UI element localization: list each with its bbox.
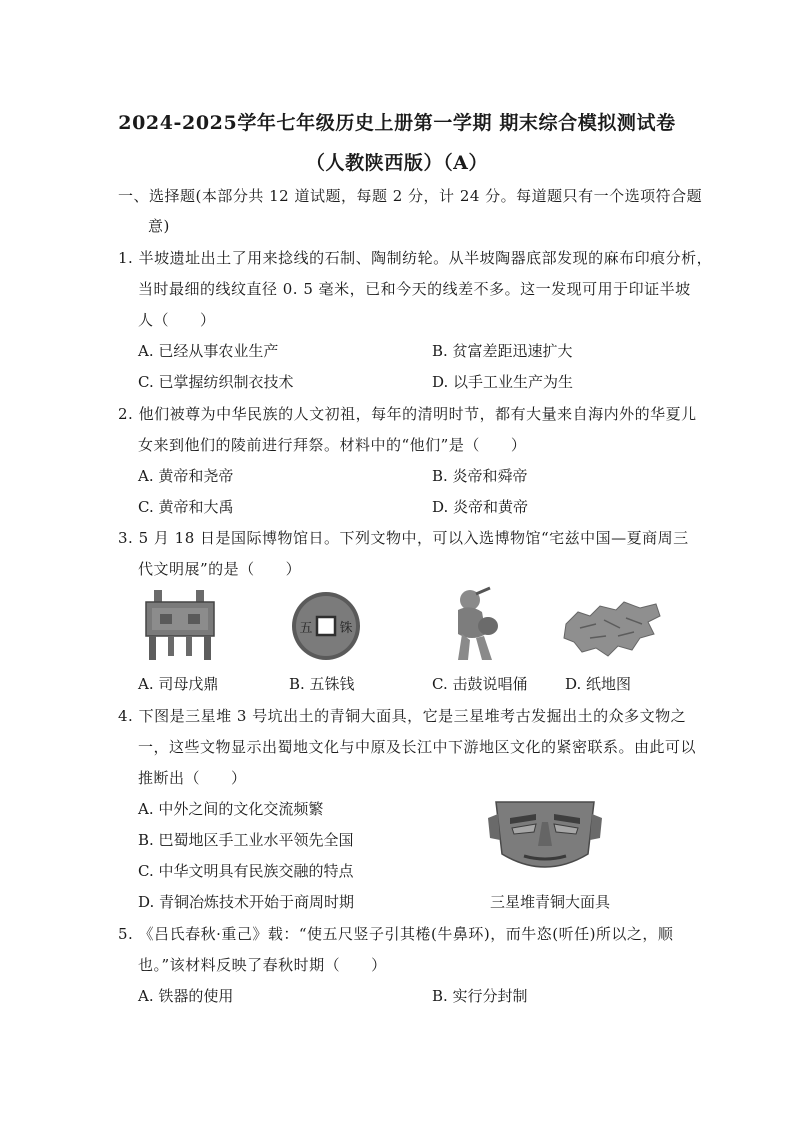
section-header-cont: 意): [148, 217, 170, 235]
q4-option-b[interactable]: B. 巴蜀地区手工业水平领先全国: [138, 831, 354, 849]
wuzhu-coin-image[interactable]: [290, 590, 362, 662]
q1-option-a[interactable]: A. 已经从事农业生产: [138, 342, 279, 360]
question-4-line-1: 4. 下图是三星堆 3 号坑出土的青铜大面具，它是三星堆考古发掘出土的众多文物之: [118, 707, 687, 725]
q2-option-a[interactable]: A. 黄帝和尧帝: [138, 467, 234, 485]
q4-option-d[interactable]: D. 青铜冶炼技术开始于商周时期: [138, 893, 355, 911]
question-4-line-3: 推断出（ ）: [138, 769, 247, 787]
q2-option-d[interactable]: D. 炎帝和黄帝: [432, 498, 529, 516]
question-3-line-2: 代文明展”的是（ ）: [138, 560, 302, 578]
q3-option-c[interactable]: C. 击鼓说唱俑: [432, 675, 528, 693]
q3-option-d[interactable]: D. 纸地图: [565, 675, 632, 693]
q4-option-a[interactable]: A. 中外之间的文化交流频繁: [138, 800, 324, 818]
drum-storyteller-figurine-image[interactable]: [448, 586, 504, 664]
q5-option-a[interactable]: A. 铁器的使用: [138, 987, 234, 1005]
coin-char-left: 五: [299, 621, 313, 636]
page-title: 2024-2025学年七年级历史上册第一学期 期末综合模拟测试卷: [118, 112, 676, 134]
q3-option-b[interactable]: B. 五铢钱: [289, 675, 355, 693]
q2-option-b[interactable]: B. 炎帝和舜帝: [432, 467, 528, 485]
q1-option-d[interactable]: D. 以手工业生产为生: [432, 373, 574, 391]
coin-char-right: 铢: [339, 621, 353, 636]
simuwu-ding-image[interactable]: [140, 588, 220, 664]
page-subtitle: （人教陕西版）（A）: [305, 152, 489, 174]
q5-option-b[interactable]: B. 实行分封制: [432, 987, 528, 1005]
question-5-line-1: 5. 《吕氏春秋·重己》载：“使五尺竖子引其棬(牛鼻环)，而牛恣(听任)所以之，顺: [118, 925, 674, 943]
q1-option-b[interactable]: B. 贫富差距迅速扩大: [432, 342, 573, 360]
section-header: 一、选择题(本部分共 12 道试题，每题 2 分，计 24 分。每道题只有一个选项符合题: [118, 187, 703, 205]
question-3-line-1: 3. 5 月 18 日是国际博物馆日。下列文物中，可以入选博物馆“宅兹中国—夏商周三: [118, 529, 689, 547]
q3-option-a[interactable]: A. 司母戊鼎: [138, 675, 219, 693]
question-1-line-2: 当时最细的线纹直径 0. 5 毫米，已和今天的线差不多。这一发现可用于印证半坡: [138, 280, 691, 298]
q2-option-c[interactable]: C. 黄帝和大禹: [138, 498, 234, 516]
question-2-line-2: 女来到他们的陵前进行拜祭。材料中的“他们”是（ ）: [138, 436, 527, 454]
question-5-line-2: 也。”该材料反映了春秋时期（ ）: [138, 956, 387, 974]
q4-option-c[interactable]: C. 中华文明具有民族交融的特点: [138, 862, 354, 880]
paper-map-image[interactable]: [560, 598, 664, 662]
question-1-line-1: 1. 半坡遗址出土了用来捻线的石制、陶制纺轮。从半坡陶器底部发现的麻布印痕分析，: [118, 249, 713, 267]
question-1-line-3: 人（ ）: [138, 311, 216, 329]
question-4-line-2: 一，这些文物显示出蜀地文化与中原及长江中下游地区文化的紧密联系。由此可以: [138, 738, 697, 756]
question-2-line-1: 2. 他们被尊为中华民族的人文初祖，每年的清明时节，都有大量来自海内外的华夏儿: [118, 405, 697, 423]
mask-caption: 三星堆青铜大面具: [490, 893, 611, 911]
sanxingdui-bronze-mask-image[interactable]: [488, 796, 602, 884]
q1-option-c[interactable]: C. 已掌握纺织制衣技术: [138, 373, 294, 391]
